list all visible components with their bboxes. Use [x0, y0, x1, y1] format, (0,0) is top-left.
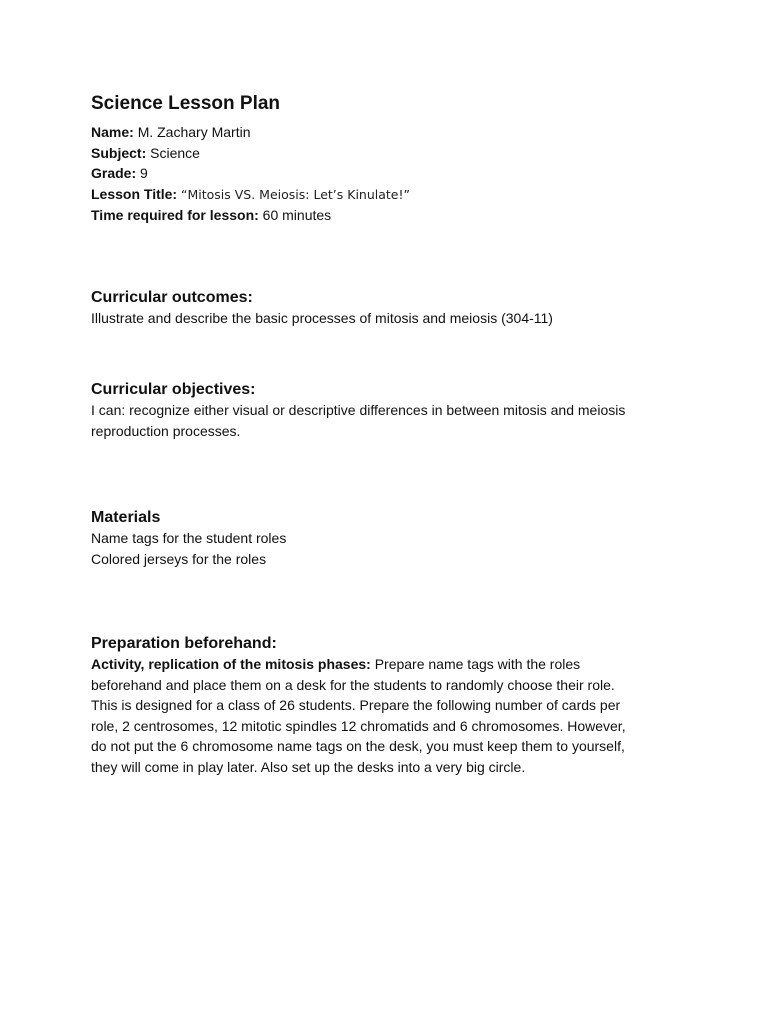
materials-heading: Materials	[91, 509, 161, 526]
preparation-line-5: do not put the 6 chromosome name tags on the desk, you must keep them to yourself,	[91, 738, 625, 754]
grade-label: Grade:	[91, 165, 137, 181]
preparation-line-3: This is designed for a class of 26 students. Prepare the following number of cards per	[91, 697, 621, 713]
name-label: Name:	[91, 124, 134, 140]
grade-field	[91, 163, 681, 184]
curricular-objectives-section	[91, 379, 681, 441]
preparation-heading: Preparation beforehand:	[91, 635, 277, 652]
subject-field	[91, 143, 681, 164]
document-content	[91, 92, 681, 775]
curricular-outcomes-text: Illustrate and describe the basic processes of mitosis and meiosis (304-11)	[91, 310, 553, 326]
lesson-title-field	[91, 184, 681, 206]
preparation-line-4: role, 2 centrosomes, 12 mitotic spindles 12 chromatids and 6 chromosomes. However,	[91, 717, 626, 734]
name-value: M. Zachary Martin	[137, 124, 251, 140]
lesson-title-value: “Mitosis VS. Meiosis: Let’s Kinulate!”	[180, 186, 410, 202]
materials-item: Colored jerseys for the roles	[91, 550, 267, 567]
lesson-title-label: Lesson Title:	[91, 185, 178, 202]
preparation-section	[91, 633, 681, 777]
time-required-value: 60 minutes	[262, 207, 332, 223]
time-required-field	[91, 205, 681, 226]
curricular-objectives-heading: Curricular objectives:	[91, 381, 256, 398]
curricular-objectives-line-1: I can: recognize either visual or descriptive differences in between mitosis and meiosis	[91, 402, 626, 418]
time-required-label: Time required for lesson:	[91, 207, 259, 223]
grade-value: 9	[140, 165, 148, 181]
page-title: Science Lesson Plan	[91, 93, 281, 114]
materials-item: Name tags for the student roles	[91, 530, 287, 546]
preparation-line-1-rest: Prepare name tags with the roles	[370, 656, 581, 672]
curricular-outcomes-heading: Curricular outcomes:	[91, 289, 253, 306]
curricular-outcomes-section	[91, 287, 681, 329]
preparation-line-2: beforehand and place them on a desk for the students to randomly choose their role.	[91, 676, 615, 693]
activity-label: Activity, replication of the mitosis phases:	[91, 656, 371, 672]
materials-section	[91, 507, 681, 569]
preparation-line-6: they will come in play later. Also set up the desks into a very big circle.	[91, 758, 526, 775]
subject-value: Science	[150, 144, 200, 161]
curricular-objectives-line-2: reproduction processes.	[91, 422, 241, 439]
name-field	[91, 122, 681, 143]
subject-label: Subject:	[91, 144, 147, 161]
preparation-line-1	[91, 654, 681, 675]
